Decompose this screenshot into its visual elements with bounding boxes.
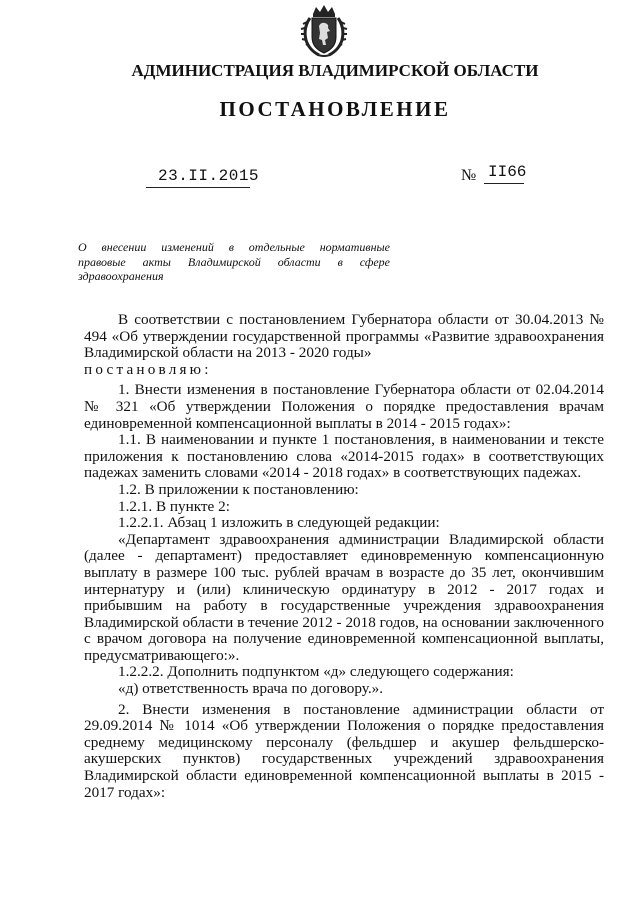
subject-line: правовые акты Владимирской области в сфере [78,254,390,269]
paragraph: 1.2.2.1. Абзац 1 изложить в следующей редакции: [118,514,440,532]
document-type: ПОСТАНОВЛЕНИЕ [219,97,451,121]
preamble: В соответствии с постановлением Губернатора области от 30.04.2013 № 494 «Об утверждении государственной программы «Развитие здравоохранения Владимирской области на 2013 - 2020 годы» [84,311,604,362]
date-underline [146,187,250,188]
paragraph: «Департамент здравоохранения администрации Владимирской области (далее - департамент) предоставляет единовременную компенсационную выплату в размере 100 тыс. рублей врачам в возрасте до 35 лет, окончившим интернатуру и (или) клиническую ординатуру в 2012 - 2017 годах и прибывшим на работу в государственные учреждения здравоохранения Владимирской области в течение 2012 - 2018 годов, на основании заключенного с врачом договора на получение единовременной компенсационной выплаты, предусматривающего:». [84,530,604,664]
paragraph: «д) ответственность врача по договору.». [118,680,384,698]
document-date: 23.II.2015 [158,167,260,185]
paragraph: 1.2. В приложении к постановлению: [118,480,359,498]
subject-line: здравоохранения [78,269,164,283]
subject-line: О внесении изменений в отдельные нормативные [78,240,390,254]
paragraph: 1.2.2.2. Дополнить подпунктом «д» следующего содержания: [118,663,514,681]
document-number: II66 [488,163,527,181]
document-subject [78,240,390,284]
organization-name: АДМИНИСТРАЦИЯ ВЛАДИМИРСКОЙ ОБЛАСТИ [131,61,539,80]
number-sign: № [461,167,477,184]
paragraph: 1.1. В наименовании и пункте 1 постановления, в наименовании и тексте приложения к постановлению слова «2014-2015 годах» в соответствующих падежах заменить словами «2014 - 2018 годах» в соответствующих падежах. [84,431,604,482]
document-body [84,312,604,801]
coat-of-arms-icon [299,4,349,58]
paragraph: 1. Внести изменения в постановление Губернатора области от 02.04.2014 № 321 «Об утверждении Положения о порядке предоставления врачам единовременной компенсационной выплаты в 2014 - 2015 годах»: [84,381,604,432]
paragraph: 1.2.1. В пункте 2: [118,497,230,515]
paragraph: 2. Внести изменения в постановление администрации области от 29.09.2014 № 1014 «Об утверждении Положения о порядке предоставления среднему медицинскому персоналу (фельдшер и акушер фельдшерско-акушерских пунктов) государственных учреждений здравоохранения Владимирской области единовременной компенсационной выплаты в 2015 - 2017 годах»: [84,700,604,801]
number-underline [484,183,524,184]
resolve-word: постановляю: [84,360,212,378]
